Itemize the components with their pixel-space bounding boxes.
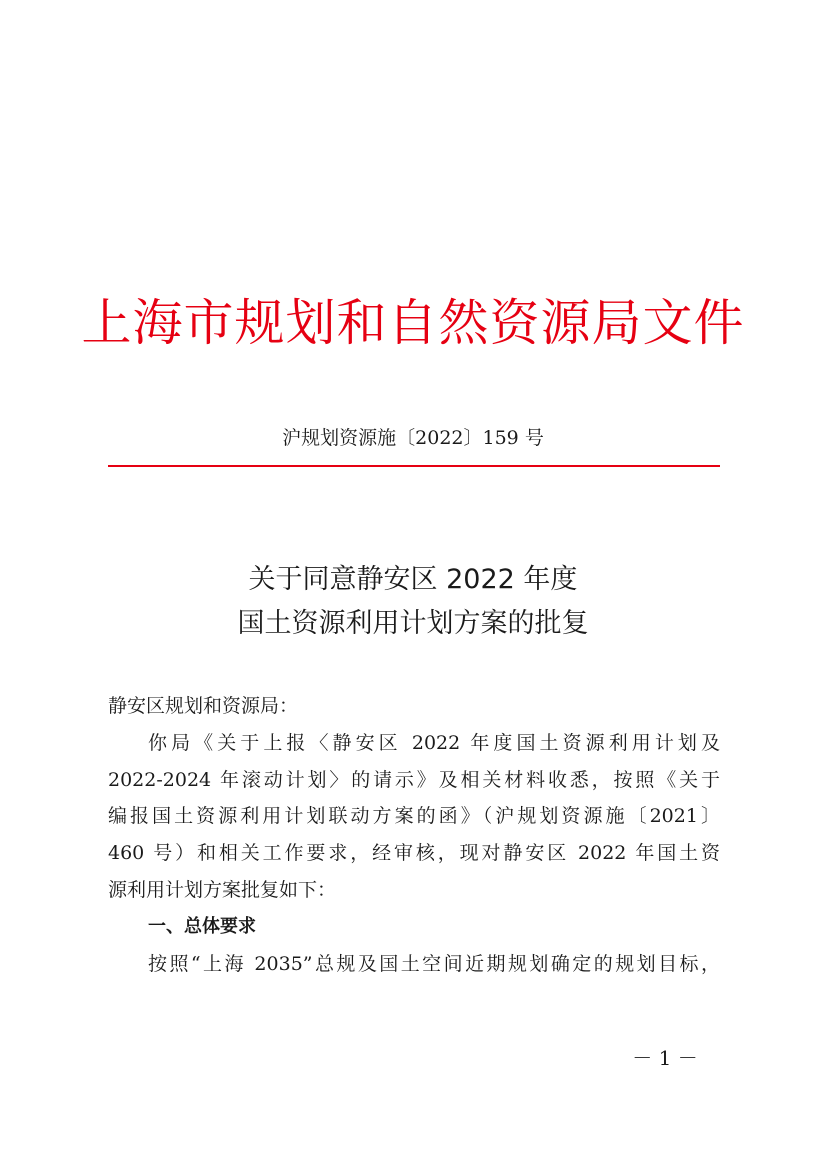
paragraph-1-line-2: 2022-2024 年滚动计划〉的请示》及相关材料收悉，按照《关于 bbox=[108, 768, 720, 791]
red-separator-rule bbox=[108, 465, 720, 467]
document-title-line-2: 国土资源利用计划方案的批复 bbox=[237, 608, 589, 639]
document-title bbox=[0, 558, 826, 646]
addressee: 静安区规划和资源局： bbox=[108, 695, 299, 717]
section-1-heading: 一、总体要求 bbox=[148, 915, 256, 937]
paragraph-1-line-1: 你局《关于上报〈静安区 2022 年度国土资源利用计划及 bbox=[148, 731, 720, 754]
page-number: － 1 － bbox=[632, 1046, 698, 1070]
document-number: 沪规划资源施〔2022〕159 号 bbox=[282, 427, 544, 449]
paragraph-1-line-5: 源利用计划方案批复如下： bbox=[108, 878, 337, 901]
document-body bbox=[108, 688, 720, 982]
issuing-authority-header: 上海市规划和自然资源局文件 bbox=[81, 294, 745, 352]
paragraph-2-line-1: 按照“上海 2035”总规及国土空间近期规划确定的规划目标， bbox=[148, 952, 720, 975]
paragraph-1-line-4: 460 号）和相关工作要求，经审核，现对静安区 2022 年国土资 bbox=[108, 842, 720, 865]
paragraph-1-line-3: 编报国土资源利用计划联动方案的函》（沪规划资源施〔2021〕 bbox=[108, 805, 720, 828]
document-title-line-1: 关于同意静安区 2022 年度 bbox=[248, 564, 578, 595]
